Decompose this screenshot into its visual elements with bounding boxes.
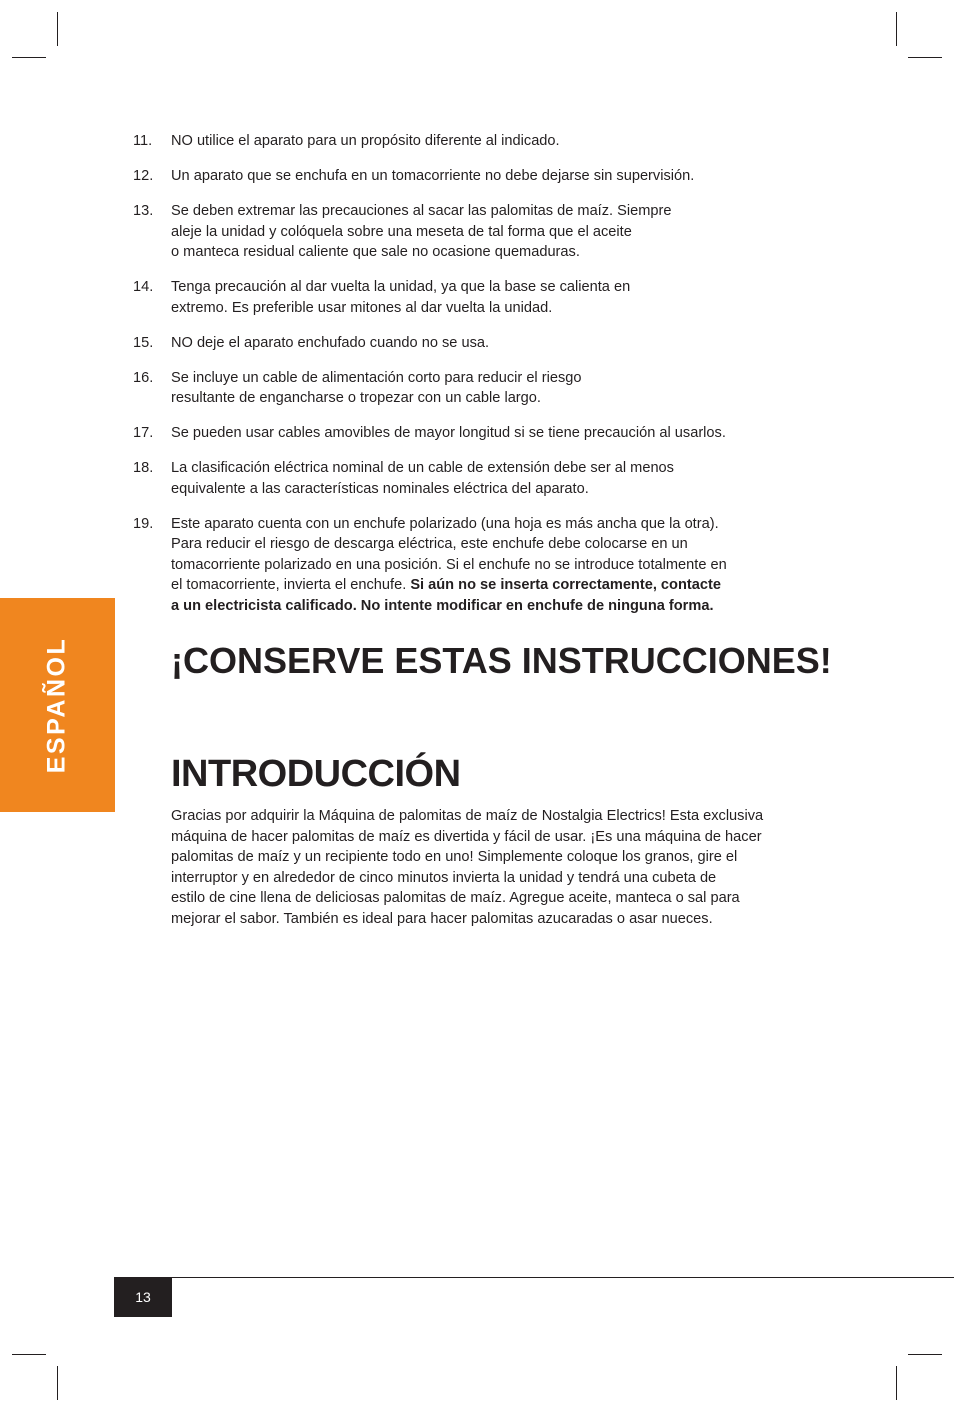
list-item-line: tomacorriente polarizado en una posición. Si el enchufe no se introduce totalmente en [171, 556, 727, 573]
list-item [133, 458, 793, 499]
conserve-heading: ¡CONSERVE ESTAS INSTRUCCIONES! [171, 640, 832, 681]
list-item-line: La clasificación eléctrica nominal de un cable de extensión debe ser al menos [171, 460, 674, 476]
list-item-number: 19. [133, 515, 154, 532]
list-item-number: 17. [133, 425, 154, 441]
list-item [133, 514, 793, 617]
introduction-line: mejorar el sabor. También es ideal para hacer palomitas azucaradas o asar nueces. [171, 910, 713, 927]
list-item-number: 13. [133, 203, 154, 219]
list-item-text [171, 166, 793, 187]
list-item-line: aleje la unidad y colóquela sobre una meseta de tal forma que el aceite [171, 223, 632, 240]
list-item-number: 11. [133, 133, 153, 149]
list-item [133, 277, 793, 318]
list-item-line: equivalente a las características nominales eléctrica del aparato. [171, 480, 589, 497]
list-item-line: el tomacorriente, invierta el enchufe. [171, 577, 407, 593]
page-number: 13 [114, 1277, 172, 1317]
list-item-text [171, 458, 793, 499]
list-item-text [171, 201, 793, 263]
crop-mark [896, 12, 897, 46]
crop-mark [908, 57, 942, 58]
language-tab [0, 598, 115, 812]
list-item-line: NO deje el aparato enchufado cuando no se usa. [171, 334, 490, 351]
introduction-heading: INTRODUCCIÓN [171, 753, 461, 795]
list-item-line: o manteca residual caliente que sale no ocasione quemaduras. [171, 244, 580, 260]
list-item [133, 333, 793, 354]
list-item-line: resultante de engancharse o tropezar con un cable largo. [171, 390, 541, 406]
list-item-text [171, 333, 793, 354]
list-item [133, 166, 793, 187]
list-item [133, 131, 793, 152]
list-item-bold-line: a un electricista calificado. No intente modificar en enchufe de ninguna forma. [171, 597, 714, 614]
list-item-line: Tenga precaución al dar vuelta la unidad, ya que la base se calienta en [171, 279, 631, 295]
introduction-line: máquina de hacer palomitas de maíz es divertida y fácil de usar. ¡Es una máquina de hacer [171, 828, 762, 845]
crop-mark [57, 12, 58, 46]
introduction-line: palomitas de maíz y un recipiente todo en uno! Simplemente coloque los granos, gire el [171, 849, 738, 865]
list-item-line: Se incluye un cable de alimentación corto para reducir el riesgo [171, 369, 582, 386]
safety-instructions-list [133, 131, 793, 631]
footer-rule [114, 1277, 954, 1278]
introduction-paragraph [171, 806, 811, 929]
list-item [133, 423, 793, 444]
list-item-line: Un aparato que se enchufa en un tomacorriente no debe dejarse sin supervisión. [171, 168, 695, 184]
list-item-text [171, 277, 793, 318]
introduction-line: interruptor y en alrededor de cinco minutos invierta la unidad y tendrá una cubeta de [171, 869, 717, 886]
crop-mark [12, 57, 46, 58]
list-item-text [171, 423, 793, 444]
list-item [133, 368, 793, 409]
list-item-line: extremo. Es preferible usar mitones al dar vuelta la unidad. [171, 299, 553, 316]
list-item-line: Este aparato cuenta con un enchufe polarizado (una hoja es más ancha que la otra). [171, 515, 719, 532]
list-item-number: 15. [133, 334, 154, 351]
list-item-text [171, 368, 793, 409]
introduction-line: Gracias por adquirir la Máquina de palomitas de maíz de Nostalgia Electrics! Esta exclusiva [171, 808, 764, 824]
crop-mark [12, 1354, 46, 1355]
list-item-number: 12. [133, 168, 154, 184]
list-item-line: Se pueden usar cables amovibles de mayor longitud si se tiene precaución al usarlos. [171, 425, 726, 441]
list-item-number: 14. [133, 279, 154, 295]
list-item-line: NO utilice el aparato para un propósito diferente al indicado. [171, 133, 560, 149]
crop-mark [57, 1366, 58, 1400]
crop-mark [896, 1366, 897, 1400]
list-item-text [171, 514, 793, 617]
list-item-number: 18. [133, 460, 154, 476]
list-item-line: Para reducir el riesgo de descarga eléctrica, este enchufe debe colocarse en un [171, 536, 688, 552]
introduction-line: estilo de cine llena de deliciosas palomitas de maíz. Agregue aceite, manteca o sal para [171, 890, 740, 906]
list-item [133, 201, 793, 263]
crop-mark [908, 1354, 942, 1355]
language-tab-label: ESPAÑOL [42, 636, 71, 774]
list-item-bold-line: Si aún no se inserta correctamente, contacte [410, 577, 721, 593]
list-item-number: 16. [133, 369, 154, 386]
list-item-line: Se deben extremar las precauciones al sacar las palomitas de maíz. Siempre [171, 203, 672, 219]
list-item-text [171, 131, 793, 152]
